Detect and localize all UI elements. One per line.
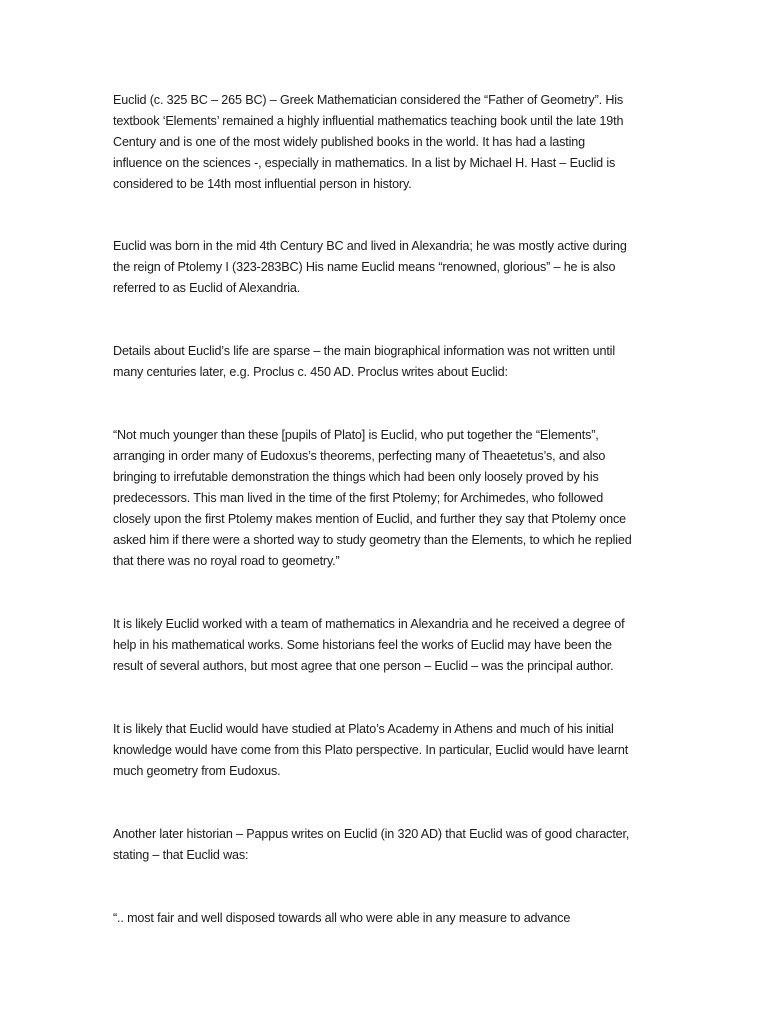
text-line: the reign of Ptolemy I (323-283BC) His name Euclid means “renowned, glorious” – he is also <box>113 260 616 274</box>
text-line: much geometry from Eudoxus. <box>113 764 281 778</box>
text-line: It is likely that Euclid would have studied at Plato’s Academy in Athens and much of his initial <box>113 722 614 736</box>
text-line: arranging in order many of Eudoxus’s theorems, perfecting many of Theaetetus’s, and also <box>113 449 606 463</box>
text-line: bringing to irrefutable demonstration the things which had been only loosely proved by his <box>113 470 599 484</box>
text-line: Euclid was born in the mid 4th Century BC and lived in Alexandria; he was mostly active during <box>113 239 627 253</box>
paragraph-details <box>113 341 673 383</box>
text-line: help in his mathematical works. Some historians feel the works of Euclid may have been the <box>113 638 612 652</box>
text-line: Euclid (c. 325 BC – 265 BC) – Greek Mathematician considered the “Father of Geometry”. His <box>113 93 624 107</box>
text-line: Another later historian – Pappus writes on Euclid (in 320 AD) that Euclid was of good character, <box>113 827 630 841</box>
paragraph-academy <box>113 719 673 782</box>
text-line: asked him if there were a shorted way to study geometry than the Elements, to which he replied <box>113 533 632 547</box>
paragraph-birth <box>113 236 673 299</box>
text-line: Details about Euclid’s life are sparse – the main biographical information was not written until <box>113 344 615 358</box>
text-line: that there was no royal road to geometry.” <box>113 554 340 568</box>
text-line: considered to be 14th most influential person in history. <box>113 177 412 191</box>
text-line: stating – that Euclid was: <box>113 848 249 862</box>
text-line: referred to as Euclid of Alexandria. <box>113 281 301 295</box>
text-line: “Not much younger than these [pupils of Plato] is Euclid, who put together the “Elements”, <box>113 428 599 442</box>
text-line: knowledge would have come from this Plato perspective. In particular, Euclid would have learnt <box>113 743 629 757</box>
text-line: “.. most fair and well disposed towards all who were able in any measure to advance <box>113 911 571 925</box>
paragraph-pappus-quote <box>113 908 673 929</box>
paragraph-proclus-quote <box>113 425 673 572</box>
text-line: closely upon the first Ptolemy makes mention of Euclid, and further they say that Ptolemy once <box>113 512 626 526</box>
text-line: It is likely Euclid worked with a team of mathematics in Alexandria and he received a degree of <box>113 617 625 631</box>
text-line: textbook ‘Elements’ remained a highly influential mathematics teaching book until the late 19th <box>113 114 624 128</box>
text-line: predecessors. This man lived in the time of the first Ptolemy; for Archimedes, who followed <box>113 491 604 505</box>
paragraph-pappus <box>113 824 673 866</box>
paragraph-team <box>113 614 673 677</box>
paragraph-intro <box>113 90 673 195</box>
text-line: influence on the sciences -, especially in mathematics. In a list by Michael H. Hast – Euclid is <box>113 156 616 170</box>
text-line: many centuries later, e.g. Proclus c. 450 AD. Proclus writes about Euclid: <box>113 365 508 379</box>
text-line: result of several authors, but most agree that one person – Euclid – was the principal author. <box>113 659 614 673</box>
text-line: Century and is one of the most widely published books in the world. It has had a lasting <box>113 135 585 149</box>
